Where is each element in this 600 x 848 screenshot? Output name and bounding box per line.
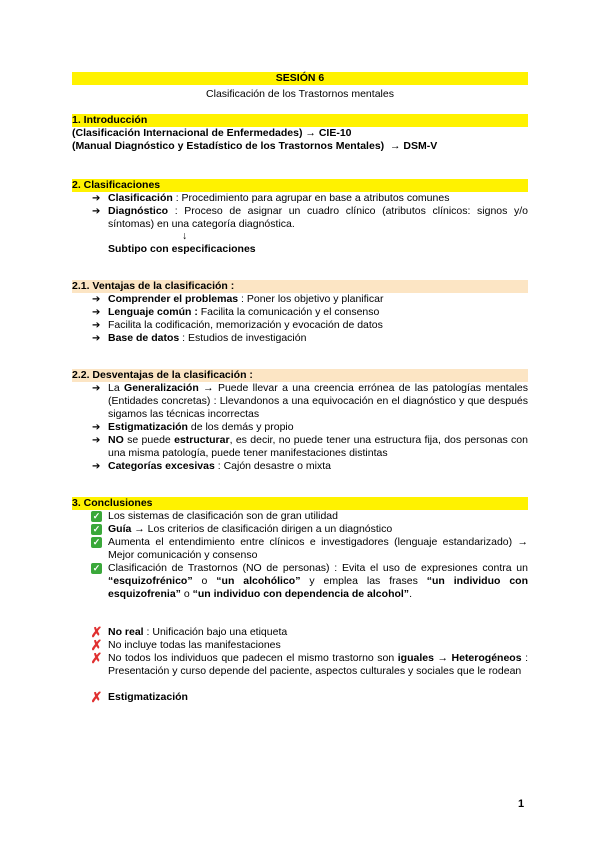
list-item: NO se puede estructurar, es decir, no puede tener una estructura fija, dos personas con una misma patología, puede tener manifestaciones distintas [108, 434, 528, 459]
clasificaciones-heading: 2. Clasificaciones [72, 179, 161, 191]
desventajas-heading: 2.2. Desventajas de la clasificación : [72, 369, 253, 381]
intro-line-dsm [72, 140, 437, 153]
list-item: Base de datos : Estudios de investigación [108, 332, 307, 344]
list-item: Estigmatización de los demás y propio [108, 421, 294, 433]
bullet-arrow-icon: ➔ [92, 193, 101, 204]
list-item: Estigmatización [108, 691, 188, 703]
cross-icon: ✗ [90, 637, 103, 653]
check-icon: ✓ [92, 563, 101, 573]
page-number: 1 [518, 798, 525, 810]
list-item: Diagnóstico : Proceso de asignar un cuadro clínico (atributos clínicos: signos y/o síntomas) en una categoría diagnóstica. [108, 205, 528, 230]
right-arrow-icon: → [390, 140, 401, 152]
subtipo-text: Subtipo con especificaciones [108, 243, 256, 255]
list-item: Facilita la codificación, memorización y evocación de datos [108, 319, 383, 331]
list-item: Clasificación de Trastornos (NO de personas) : Evita el uso de expresiones contra un “esquizofrénico” o “un alcohólico” y emplea las frases “un individuo con esquizofrenia” o “un individuo con dependencia de alcohol”. [108, 562, 528, 600]
check-icon: ✓ [92, 537, 101, 547]
bullet-arrow-icon: ➔ [92, 383, 101, 394]
bullet-arrow-icon: ➔ [92, 294, 101, 305]
list-item: Clasificación : Procedimiento para agrupar en base a atributos comunes [108, 192, 450, 204]
intro-heading: 1. Introducción [72, 114, 148, 126]
list-item: No real : Unificación bajo una etiqueta [108, 626, 288, 638]
list-item: Los sistemas de clasificación son de gran utilidad [108, 510, 338, 522]
cie-code: CIE-10 [318, 127, 352, 139]
bullet-arrow-icon: ➔ [92, 307, 101, 318]
list-item: No todos los individuos que padecen el mismo trastorno son iguales → Heterogéneos : Presentación y curso depende del paciente, aspectos culturales y sociales que le rodean [108, 652, 528, 677]
dsm-code: DSM-V [403, 140, 438, 152]
session-subtitle: Clasificación de los Trastornos mentales [206, 88, 394, 100]
ventajas-heading: 2.1. Ventajas de la clasificación : [72, 280, 235, 292]
list-item: Categorías excesivas : Cajón desastre o mixta [108, 460, 331, 472]
intro-line-cie [72, 127, 352, 140]
bullet-arrow-icon: ➔ [92, 422, 101, 433]
list-item: La Generalización → Puede llevar a una creencia errónea de las patologías mentales (Entidades concretas) : Llevandonos a una equivocación en el diagnóstico y que después sigamos las técnicas incorrectas [108, 382, 528, 420]
list-item: No incluye todas las manifestaciones [108, 639, 281, 651]
list-item: Guía → Los criterios de clasificación dirigen a un diagnóstico [108, 523, 393, 535]
bullet-arrow-icon: ➔ [92, 461, 101, 472]
list-item: Lenguaje común : Facilita la comunicación y el consenso [108, 306, 380, 318]
dsm-description: (Manual Diagnóstico y Estadístico de los Trastornos Mentales) [72, 140, 385, 152]
list-item: Comprender el problemas : Poner los objetivo y planificar [108, 293, 384, 305]
bullet-arrow-icon: ➔ [92, 320, 101, 331]
list-item: Aumenta el entendimiento entre clínicos e investigadores (lenguaje estandarizado) → Mejor comunicación y consenso [108, 536, 528, 561]
bullet-arrow-icon: ➔ [92, 435, 101, 446]
down-arrow-icon: ↓ [182, 230, 188, 242]
check-icon: ✓ [92, 524, 101, 534]
bullet-arrow-icon: ➔ [92, 206, 101, 217]
cross-icon: ✗ [90, 650, 103, 666]
session-title: SESIÓN 6 [275, 72, 325, 84]
cross-icon: ✗ [90, 689, 103, 705]
right-arrow-icon: → [305, 127, 316, 139]
check-icon: ✓ [92, 511, 101, 521]
cie-description: (Clasificación Internacional de Enfermedades) [72, 127, 303, 139]
conclusiones-heading: 3. Conclusiones [72, 497, 153, 509]
bullet-arrow-icon: ➔ [92, 333, 101, 344]
cross-icon: ✗ [90, 624, 103, 640]
